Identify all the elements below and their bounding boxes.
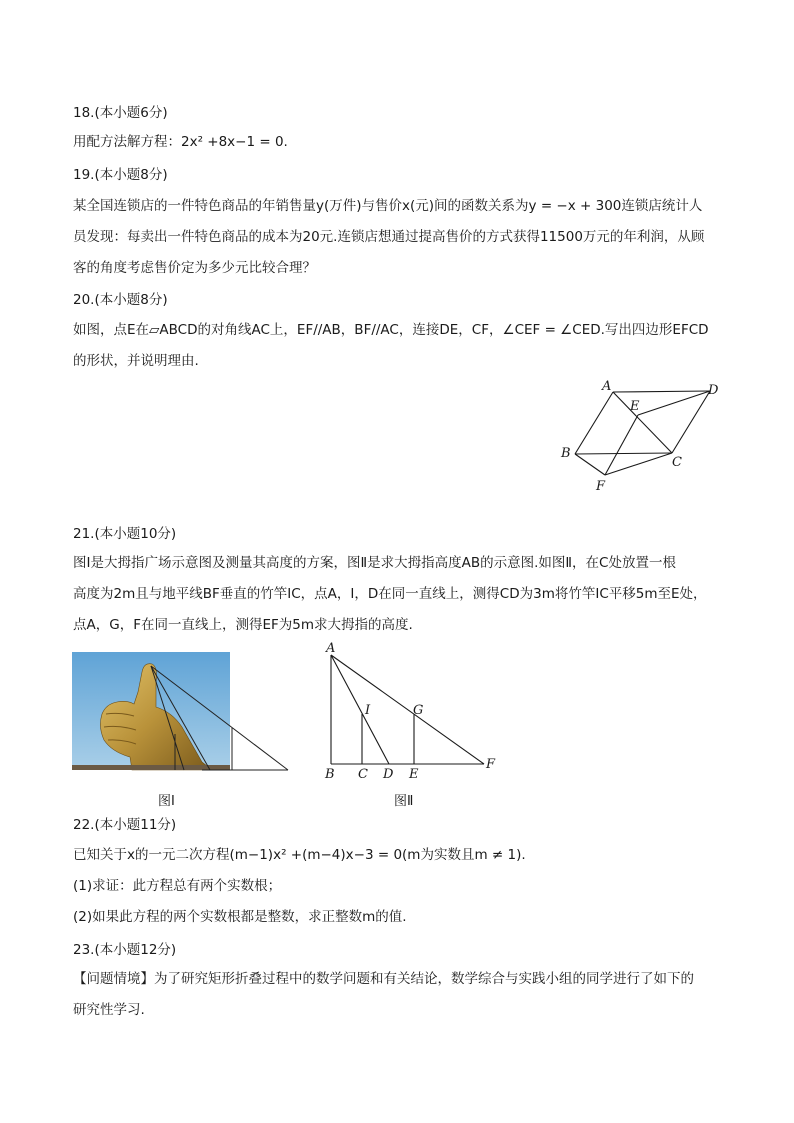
q22-text-line2: (1)求证：此方程总有两个实数根； — [73, 878, 282, 894]
q19-text-line3: 客的角度考虑售价定为多少元比较合理？ — [73, 260, 316, 276]
q22-header: 22.(本小题11分) — [73, 817, 177, 833]
q20-header: 20.(本小题8分) — [73, 292, 168, 308]
q20-label-e: E — [630, 399, 640, 414]
q23-header: 23.(本小题12分) — [73, 942, 177, 958]
q21-fig2-caption: 图Ⅱ — [394, 794, 414, 809]
q23-text-line1: 【问题情境】为了研究矩形折叠过程中的数学问题和有关结论，数学综合与实践小组的同学进行了如下的 — [73, 971, 694, 987]
q21-thumb-photo — [72, 652, 290, 772]
q18-header: 18.(本小题6分) — [73, 105, 168, 121]
q20-label-b: B — [561, 446, 571, 461]
q23-text-line2: 研究性学习. — [73, 1002, 145, 1018]
q22-text-line3: (2)如果此方程的两个实数根都是整数，求正整数m的值. — [73, 909, 407, 925]
q21-fig2-label-b: B — [325, 767, 335, 782]
q21-header: 21.(本小题10分) — [73, 526, 177, 542]
q21-fig2-label-i: I — [365, 703, 371, 718]
q21-text-line1: 图Ⅰ是大拇指广场示意图及测量其高度的方案，图Ⅱ是求大拇指高度AB的示意图.如图Ⅱ，在C处放置一根 — [73, 555, 676, 571]
q20-text-line2: 的形状，并说明理由. — [73, 353, 199, 369]
q21-fig1-caption: 图Ⅰ — [158, 794, 175, 809]
q20-text-line1: 如图，点E在▱ABCD的对角线AC上，EF//AB，BF//AC，连接DE，CF，∠CEF = ∠CED.写出四边形EFCD — [73, 322, 709, 338]
q19-text-line1: 某全国连锁店的一件特色商品的年销售量y(万件)与售价x(元)间的函数关系为y = −x + 300连锁店统计人 — [73, 198, 703, 214]
q21-fig2-label-c: C — [358, 767, 368, 782]
q19-header: 19.(本小题8分) — [73, 167, 168, 183]
q22-text-line1: 已知关于x的一元二次方程(m−1)x² +(m−4)x−3 = 0(m为实数且m ≠ 1). — [73, 847, 526, 863]
q21-fig2-label-e: E — [409, 767, 419, 782]
q21-fig2-label-f: F — [486, 757, 496, 772]
q21-text-line3: 点A，G，F在同一直线上，测得EF为5m求大拇指的高度. — [73, 617, 413, 633]
q21-text-line2: 高度为2m且与地平线BF垂直的竹竿IC，点A，I，D在同一直线上，测得CD为3m将竹竿IC平移5m至E处， — [73, 586, 707, 602]
q20-label-d: D — [708, 383, 719, 398]
q20-label-a: A — [602, 379, 612, 394]
q20-parallelogram-figure — [555, 375, 730, 495]
q20-label-c: C — [672, 455, 682, 470]
q21-fig2-label-a: A — [326, 641, 336, 656]
q21-fig2-diagram — [318, 640, 508, 785]
q20-label-f: F — [596, 479, 606, 494]
q21-fig2-label-d: D — [383, 767, 394, 782]
q18-text: 用配方法解方程：2x² +8x−1 = 0. — [73, 134, 288, 150]
q19-text-line2: 员发现：每卖出一件特色商品的成本为20元.连锁店想通过提高售价的方式获得11500万元的年利润，从顾 — [73, 229, 705, 245]
q21-fig2-label-g: G — [413, 703, 424, 718]
